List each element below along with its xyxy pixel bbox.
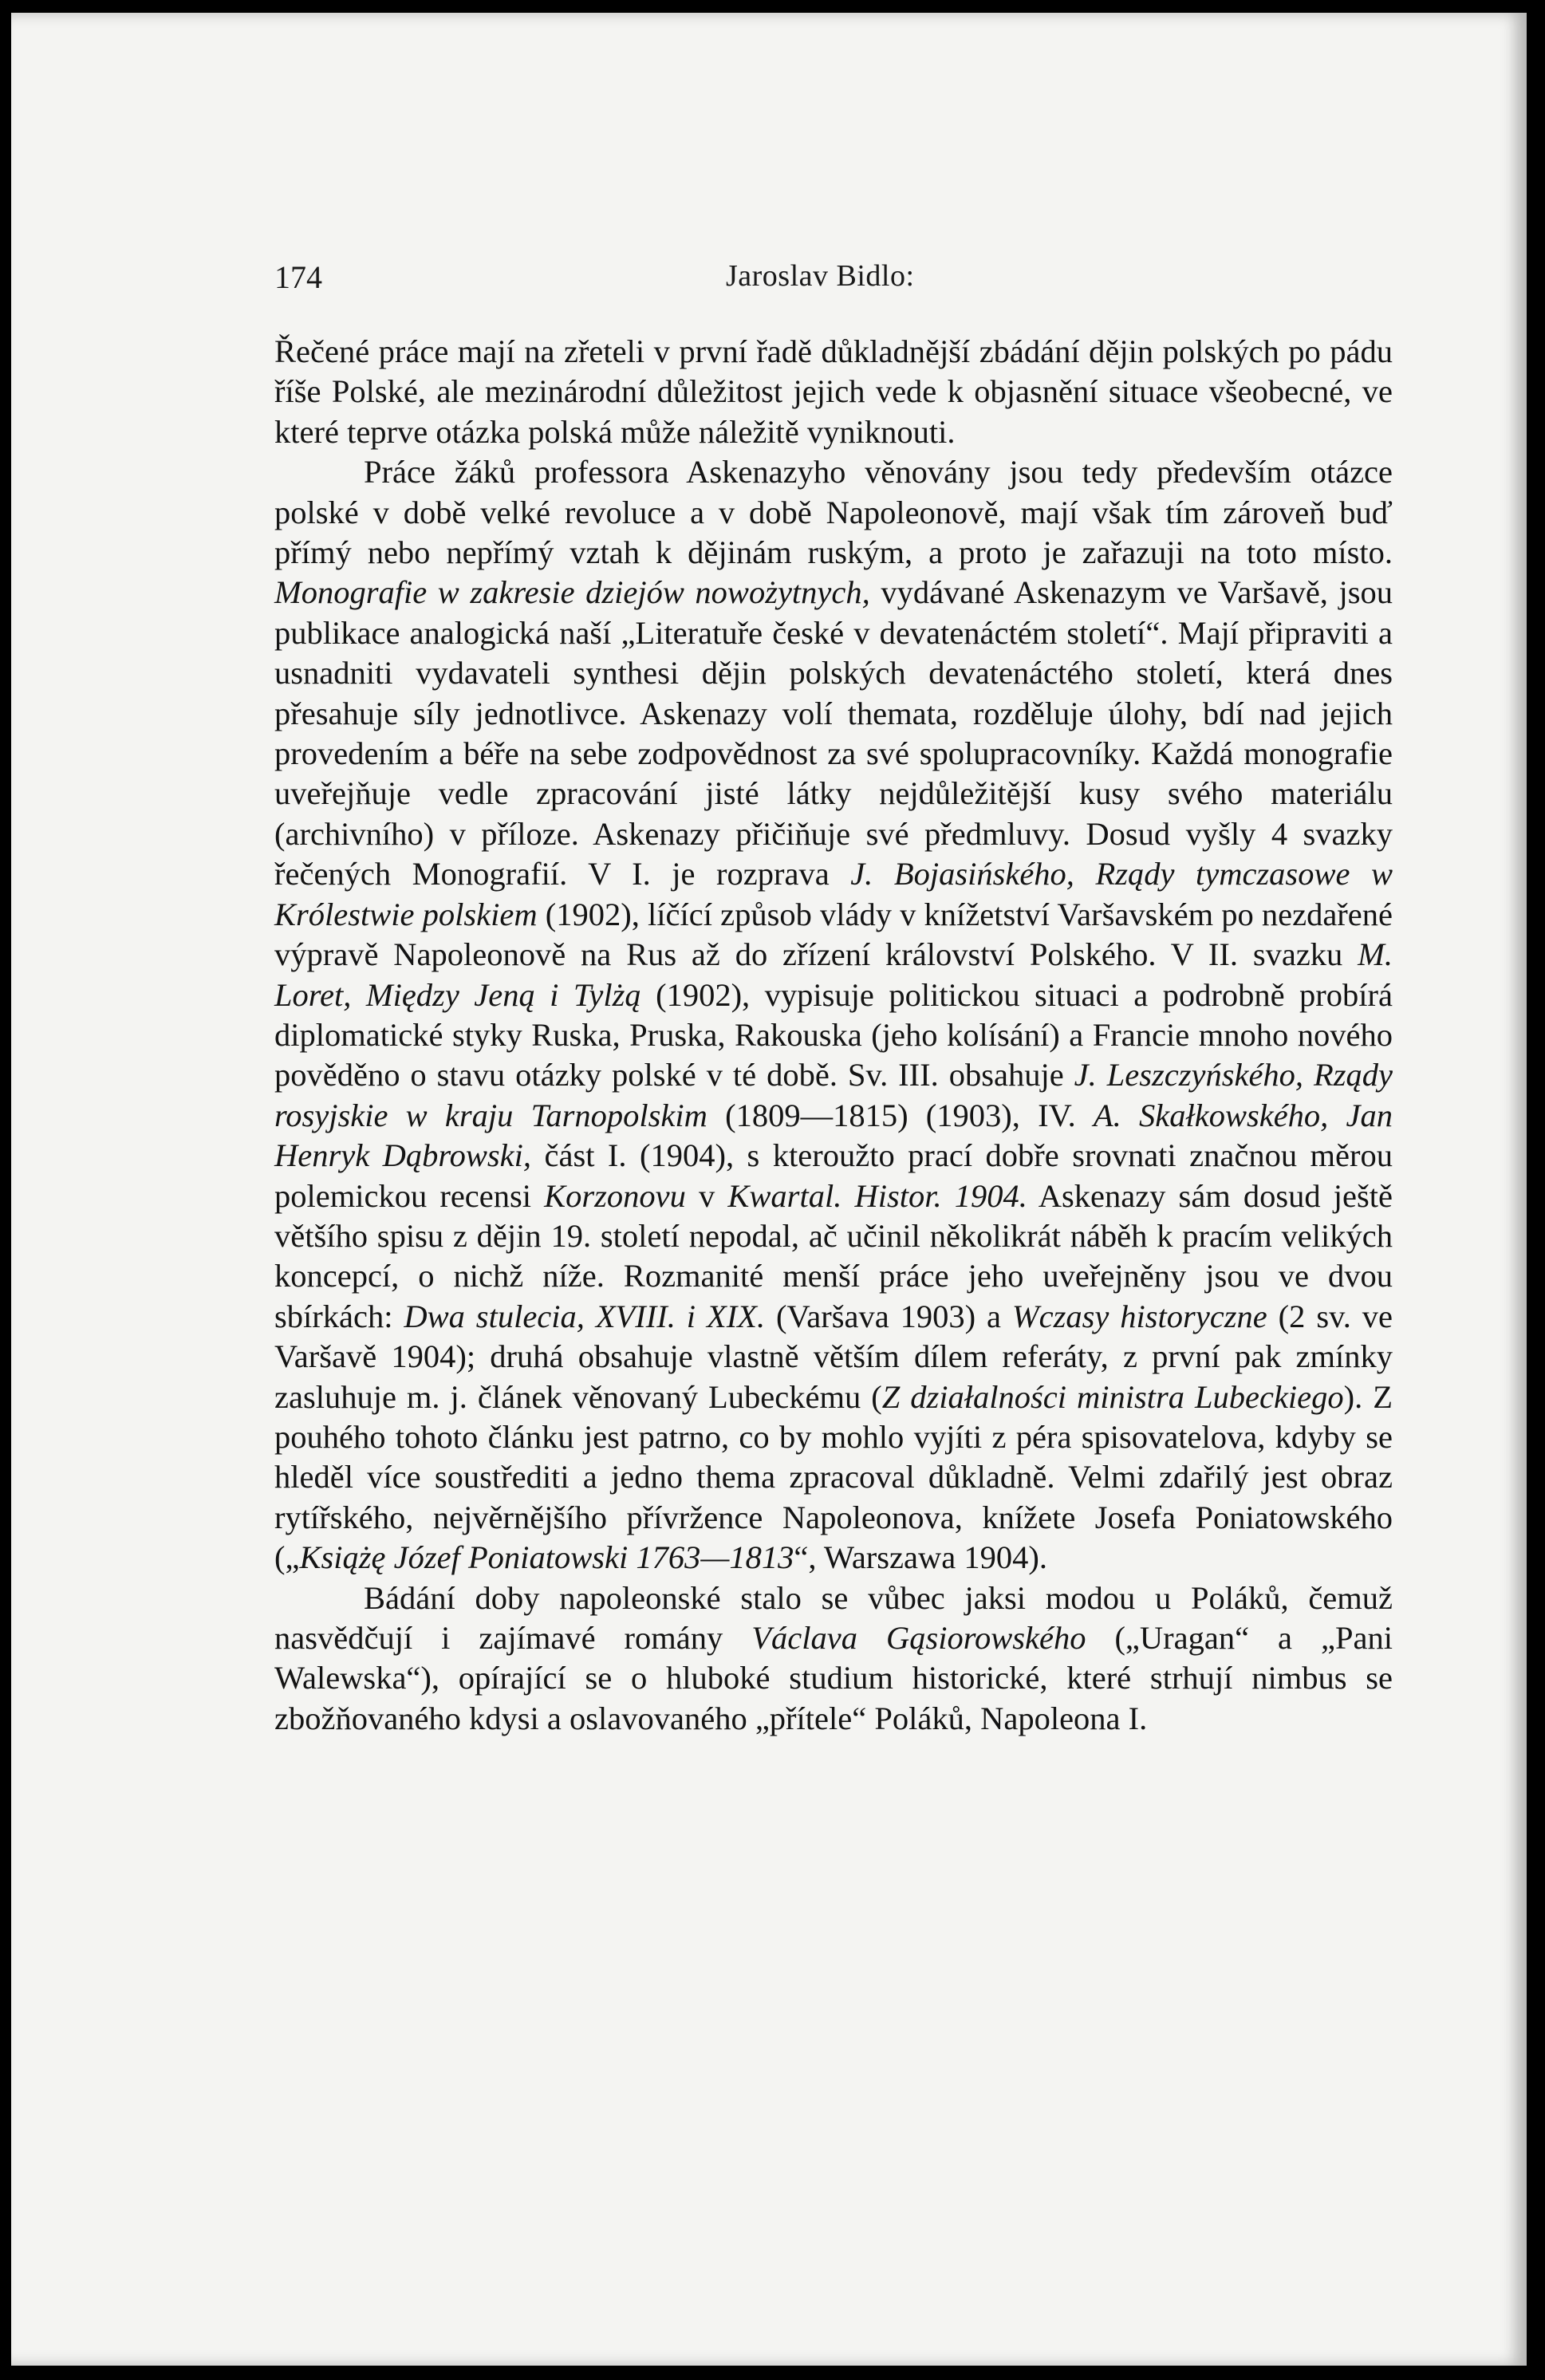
italic-title: Z działalności ministra Lubeckiego (881, 1378, 1344, 1415)
text-run: (1902), vypisuje politickou situaci a podrobně probírá diplomatické styky Ruska, Pruska, Rakouska (jeho kolísání) a Francie mnoho nového pověděno o stavu otázky polské v té době. Sv. III. obsahuje (274, 976, 1393, 1093)
text-run: (Varšava 1903) a (765, 1298, 1012, 1334)
book-page (11, 13, 1527, 2366)
italic-title: A. Skałkowského, Jan Henryk Dąbrowski, (274, 1097, 1393, 1174)
italic-title: Kwartal. Histor. 1904. (727, 1177, 1027, 1214)
italic-title: Książę Józef Poniatowski 1763—1813 (299, 1539, 794, 1576)
text-run: Askenazy sám dosud ještě většího spisu z dějin 19. století nepodal, ač učinil několikrát náběh k pracím velikých koncepcí, o nichž níže. Rozmanité menší práce jeho uveřejněny jsou ve dvou sbírkách: (274, 1177, 1393, 1334)
text-run: Řečené práce mají na zřeteli v první řadě důkladnější zbádání dějin polských po pádu říše Polské, ale mezinárodní důležitost jejich vede k objasnění situace všeobecné, ve které teprve otázka polská může náležitě vyniknouti. (274, 333, 1393, 450)
text-run: ). Z pouhého tohoto článku jest patrno, co by mohlo vyjíti z péra spisovatelova, kdyby se hleděl více soustřediti a jedno thema zpracoval důkladně. Velmi zdařilý jest obraz rytířského, nejvěrnějšího přívržence Napoleonova, knížete Josefa Poniatowského („ (274, 1378, 1393, 1576)
text-run: část I. (1904), s kteroužto prací dobře srovnati značnou měrou polemickou recensi (274, 1137, 1393, 1214)
italic-title: M. Loret, Między Jeną i Tylżą (274, 936, 1393, 1013)
italic-title: Monografie w zakresie dziejów nowożytnych, (274, 574, 870, 611)
paragraph-2 (274, 452, 1393, 1578)
text-run: („Uragan“ a „Pani Walewska“), opírající se o hluboké studium historické, které strhují nimbus se zbožňovaného kdysi a oslavovaného „přítele“ Poláků, Napoleona I. (274, 1620, 1393, 1736)
paragraph-1 (274, 332, 1393, 452)
italic-title: Václava Gąsiorowského (751, 1620, 1086, 1656)
italic-title: J. Leszczyńského, Rządy rosyjskie w kraju Tarnopolskim (274, 1057, 1393, 1133)
italic-title: Dwa stulecia, XVIII. i XIX. (404, 1298, 766, 1334)
text-run: v (685, 1177, 728, 1214)
page-header (274, 258, 1359, 298)
page-number: 174 (274, 259, 322, 295)
italic-title: Korzonovu (544, 1177, 686, 1214)
text-run: Bádání doby napoleonské stalo se vůbec jaksi modou u Poláků, čemuž nasvědčují i zajímavé romány (274, 1579, 1393, 1656)
italic-title: J. Bojasińského, Rządy tymczasowe w Królestwie polskiem (274, 856, 1393, 932)
text-run: (1809—1815) (1903), IV. (707, 1097, 1094, 1133)
text-run: (2 sv. ve Varšavě 1904); druhá obsahuje vlastně větším dílem referáty, z první pak zmínky zasluhuje m. j. článek věnovaný Lubeckému ( (274, 1298, 1393, 1415)
body-text (274, 332, 1393, 1739)
text-run: (1902), líčící způsob vlády v knížetství Varšavském po nezdařené výpravě Napoleonově na Rus až do zřízení království Polského. V II. svazku (274, 896, 1393, 973)
italic-title: Wczasy historyczne (1011, 1298, 1267, 1334)
running-head: Jaroslav Bidlo: (726, 259, 915, 293)
text-run: vydávané Askenazym ve Varšavě, jsou publikace analogická naší „Literatuře české v devatenáctém století“. Mají připraviti a usnadniti vydavateli synthesi dějin polských devatenáctého století, která dnes přesahuje síly jednotlivce. Askenazy volí themata, rozděluje úlohy, bdí nad jejich provedením a béře na sebe zodpovědnost za své spolupracovníky. Každá monografie uveřejňuje vedle zpracování jisté látky nejdůležitější kusy svého materiálu (archivního) v příloze. Askenazy přičiňuje své předmluvy. Dosud vyšly 4 svazky řečených Monografií. V I. je rozprava (274, 574, 1393, 892)
text-run: “, Warszawa 1904). (794, 1539, 1047, 1576)
text-run: Práce žáků professora Askenazyho věnovány jsou tedy především otázce polské v době velké revoluce a v době Napoleonově, mají však tím zároveň buď přímý nebo nepřímý vztah k dějinám ruským, a proto je zařazuji na toto místo. (274, 454, 1393, 571)
paragraph-3 (274, 1578, 1393, 1740)
